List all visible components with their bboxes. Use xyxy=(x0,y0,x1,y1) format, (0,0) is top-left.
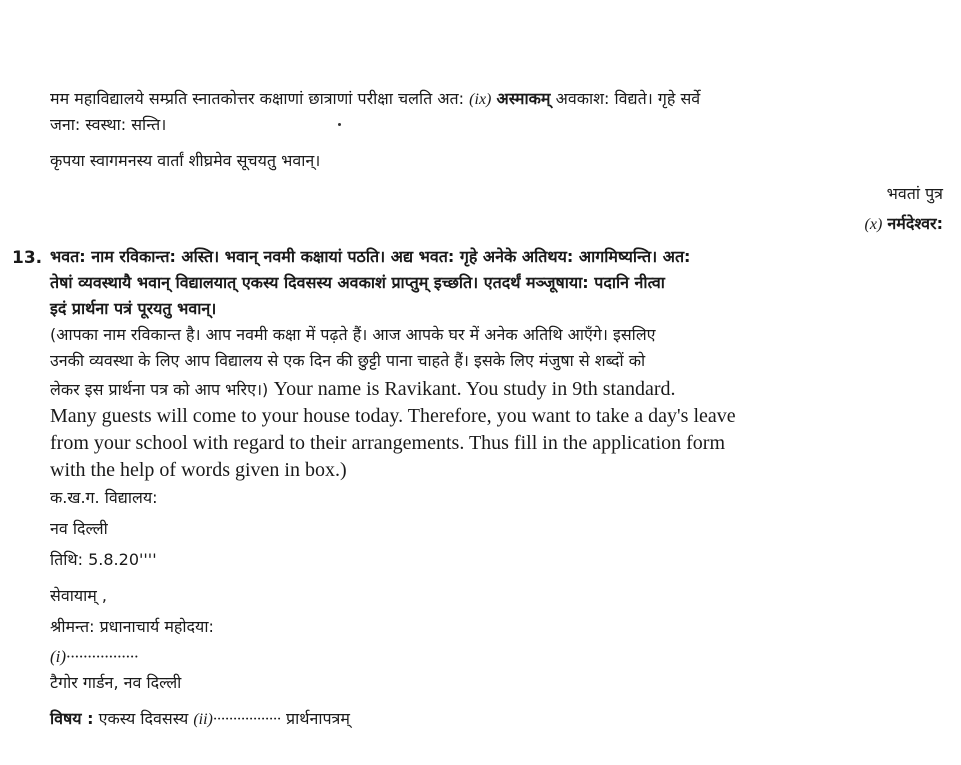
text-segment: अवकाश: विद्यते। गृहे सर्वे xyxy=(555,89,701,108)
letter-recipient: श्रीमन्त: प्रधानाचार्य महोदया: xyxy=(50,617,214,636)
english-translation-line: Many guests will come to your house today. Therefore, you want to take a day's leave xyxy=(50,405,736,427)
letter-city: नव दिल्ली xyxy=(50,519,108,538)
english-translation-line: with the help of words given in box.) xyxy=(50,459,347,481)
letter-address: टैगोर गार्डन, नव दिल्ली xyxy=(50,673,182,692)
blank-marker: (ix) xyxy=(469,91,492,108)
blank-marker: (ii)················· xyxy=(193,711,281,728)
blank-marker: (x) xyxy=(864,216,883,233)
answer-word: नर्मदेश्वर: xyxy=(887,214,943,233)
subject-label: विषय : xyxy=(50,709,94,728)
letter-salutation: सेवायाम् , xyxy=(50,586,108,605)
english-translation-start: Your name is Ravikant. You study in 9th standard. xyxy=(273,378,676,400)
answer-word: अस्माकम् xyxy=(496,89,551,108)
question-number: 13. xyxy=(12,248,43,268)
text-segment: प्रार्थनापत्रम् xyxy=(285,709,350,728)
letter-blank-i xyxy=(50,646,138,668)
para-line-1 xyxy=(50,88,700,111)
letter-subject xyxy=(50,708,350,731)
hindi-translation-line: उनकी व्यवस्था के लिए आप विद्यालय से एक दिन की छुट्टी पाना चाहते हैं। इसके लिए मंजुषा से शब्दों को xyxy=(50,351,646,370)
speck-dot xyxy=(338,123,341,126)
text-segment: मम महाविद्यालये सम्प्रति स्नातकोत्तर कक्षाणां छात्राणां परीक्षा चलति अत: xyxy=(50,89,465,108)
para-line-3: कृपया स्वागमनस्य वार्तां शीघ्रमेव सूचयतु भवान्। xyxy=(50,151,321,170)
english-translation-line: from your school with regard to their arrangements. Thus fill in the application form xyxy=(50,432,726,454)
hindi-translation-line: (आपका नाम रविकान्त है। आप नवमी कक्षा में पढ़ते हैं। आज आपके घर में अनेक अतिथि आएँगे। इसलिए xyxy=(50,325,656,344)
hindi-translation-end: लेकर इस प्रार्थना पत्र को आप भरिए।) xyxy=(50,380,269,399)
question-text-line: इदं प्रार्थना पत्रं पूरयतु भवान्। xyxy=(50,299,217,318)
para-line-2: जना: स्वस्था: सन्ति। xyxy=(50,115,167,134)
letter-school: क.ख.ग. विद्यालय: xyxy=(50,488,158,507)
signoff-name xyxy=(865,213,943,236)
question-text-line: तेषां व्यवस्थायै भवान् विद्यालयात् एकस्य दिवसस्य अवकाशं प्राप्तुम् इच्छति। एतदर्थं मञ्जूषाया: पदानि नीत्वा xyxy=(50,273,665,292)
blank-marker: (i)················· xyxy=(50,647,139,666)
signoff-line: भवतां पुत्र xyxy=(886,184,943,203)
mixed-line xyxy=(50,376,676,403)
letter-date: तिथि: 5.8.20'''' xyxy=(50,550,157,569)
question-text-line: भवत: नाम रविकान्त: अस्ति। भवान् नवमी कक्षायां पठति। अद्य भवत: गृहे अनेके अतिथय: आगमिष्यन्ति। अत: xyxy=(50,247,691,266)
text-segment: एकस्य दिवसस्य xyxy=(98,709,189,728)
